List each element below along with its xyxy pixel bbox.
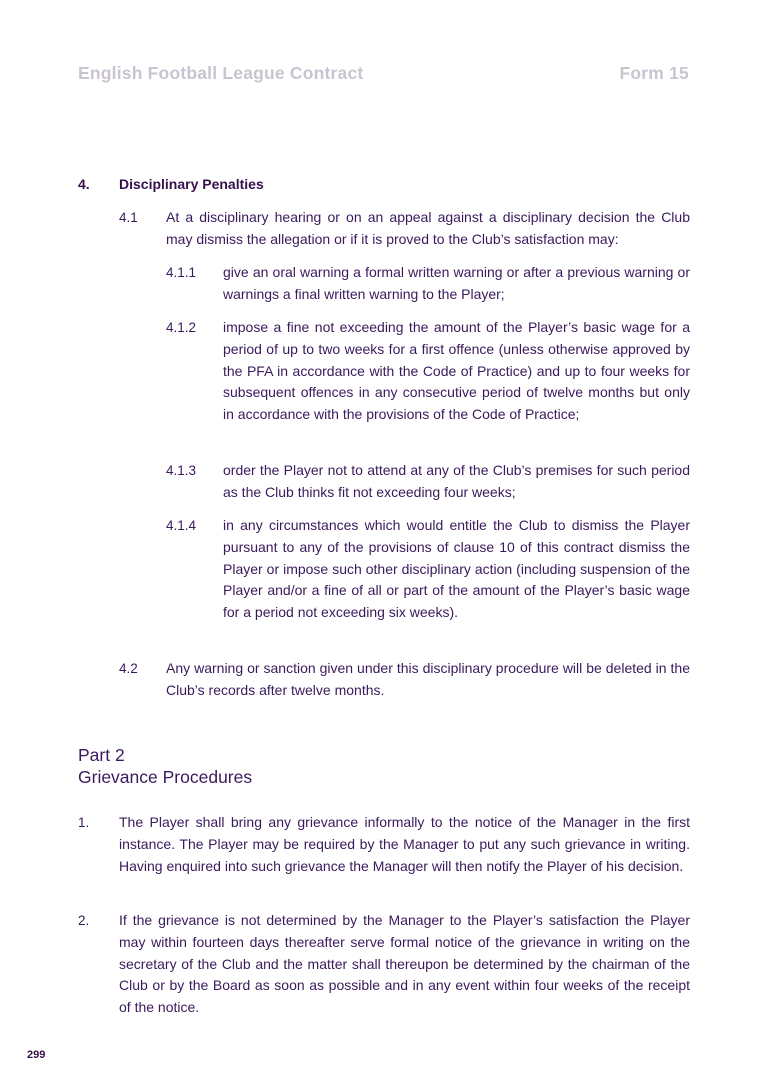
grievance-text: The Player shall bring any grievance informally to the notice of the Manager in the first instance. The Player may be required by the Manager to put any such grievance in writing. Having enquired into such grievance the Manager will then notify the Player of his decision.	[119, 814, 690, 874]
subclause-text: in any circumstances which would entitle the Club to dismiss the Player pursuant to any of the provisions of clause 10 of this contract dismiss the Player or impose such other disciplinary action (including suspension of the Player and/or a fine of all or part of the amount of the Player’s basic wage for a period not exceeding six weeks).	[223, 517, 690, 621]
subclause-number: 4.1.1	[166, 265, 197, 280]
subclause-text: give an oral warning a formal written warning or after a previous warning or warnings a final written warning to the Player;	[223, 264, 690, 302]
part-heading	[78, 744, 252, 788]
subclause-number: 4.1.4	[166, 518, 197, 533]
page-number: 299	[27, 1049, 46, 1061]
clause-text: Any warning or sanction given under this disciplinary procedure will be deleted in the Club’s records after twelve months.	[166, 660, 690, 698]
section-number: 4.	[78, 176, 90, 192]
header-form-label: Form 15	[619, 63, 689, 83]
subclause-text: order the Player not to attend at any of the Club’s premises for such period as the Club thinks fit not exceeding four weeks;	[223, 462, 690, 500]
subclause-text: impose a fine not exceeding the amount of the Player’s basic wage for a period of up to two weeks for a first offence (unless otherwise approved by the PFA in accordance with the Code of Practice) and up to four weeks for subsequent offences in any consecutive period of twelve months but only in accordance with the provisions of the Code of Practice;	[223, 319, 690, 423]
clause-text: At a disciplinary hearing or on an appeal against a disciplinary decision the Club may dismiss the allegation or if it is proved to the Club’s satisfaction may:	[166, 209, 690, 247]
grievance-number: 1.	[78, 815, 90, 830]
clause-number: 4.1	[119, 210, 138, 225]
clause-number: 4.2	[119, 661, 138, 676]
grievance-text: If the grievance is not determined by the Manager to the Player’s satisfaction the Player may within fourteen days thereafter serve formal notice of the grievance in writing on the secretary of the Club and the matter shall thereupon be determined by the chairman of the Club or by the Board as soon as possible and in any event within four weeks of the receipt of the notice.	[119, 912, 690, 1016]
part-title: Grievance Procedures	[78, 767, 253, 787]
subclause-number: 4.1.3	[166, 463, 197, 478]
section-title: Disciplinary Penalties	[119, 176, 264, 192]
header-title: English Football League Contract	[78, 63, 364, 83]
grievance-number: 2.	[78, 913, 90, 928]
subclause-number: 4.1.2	[166, 320, 197, 335]
part-number: Part 2	[78, 745, 125, 765]
